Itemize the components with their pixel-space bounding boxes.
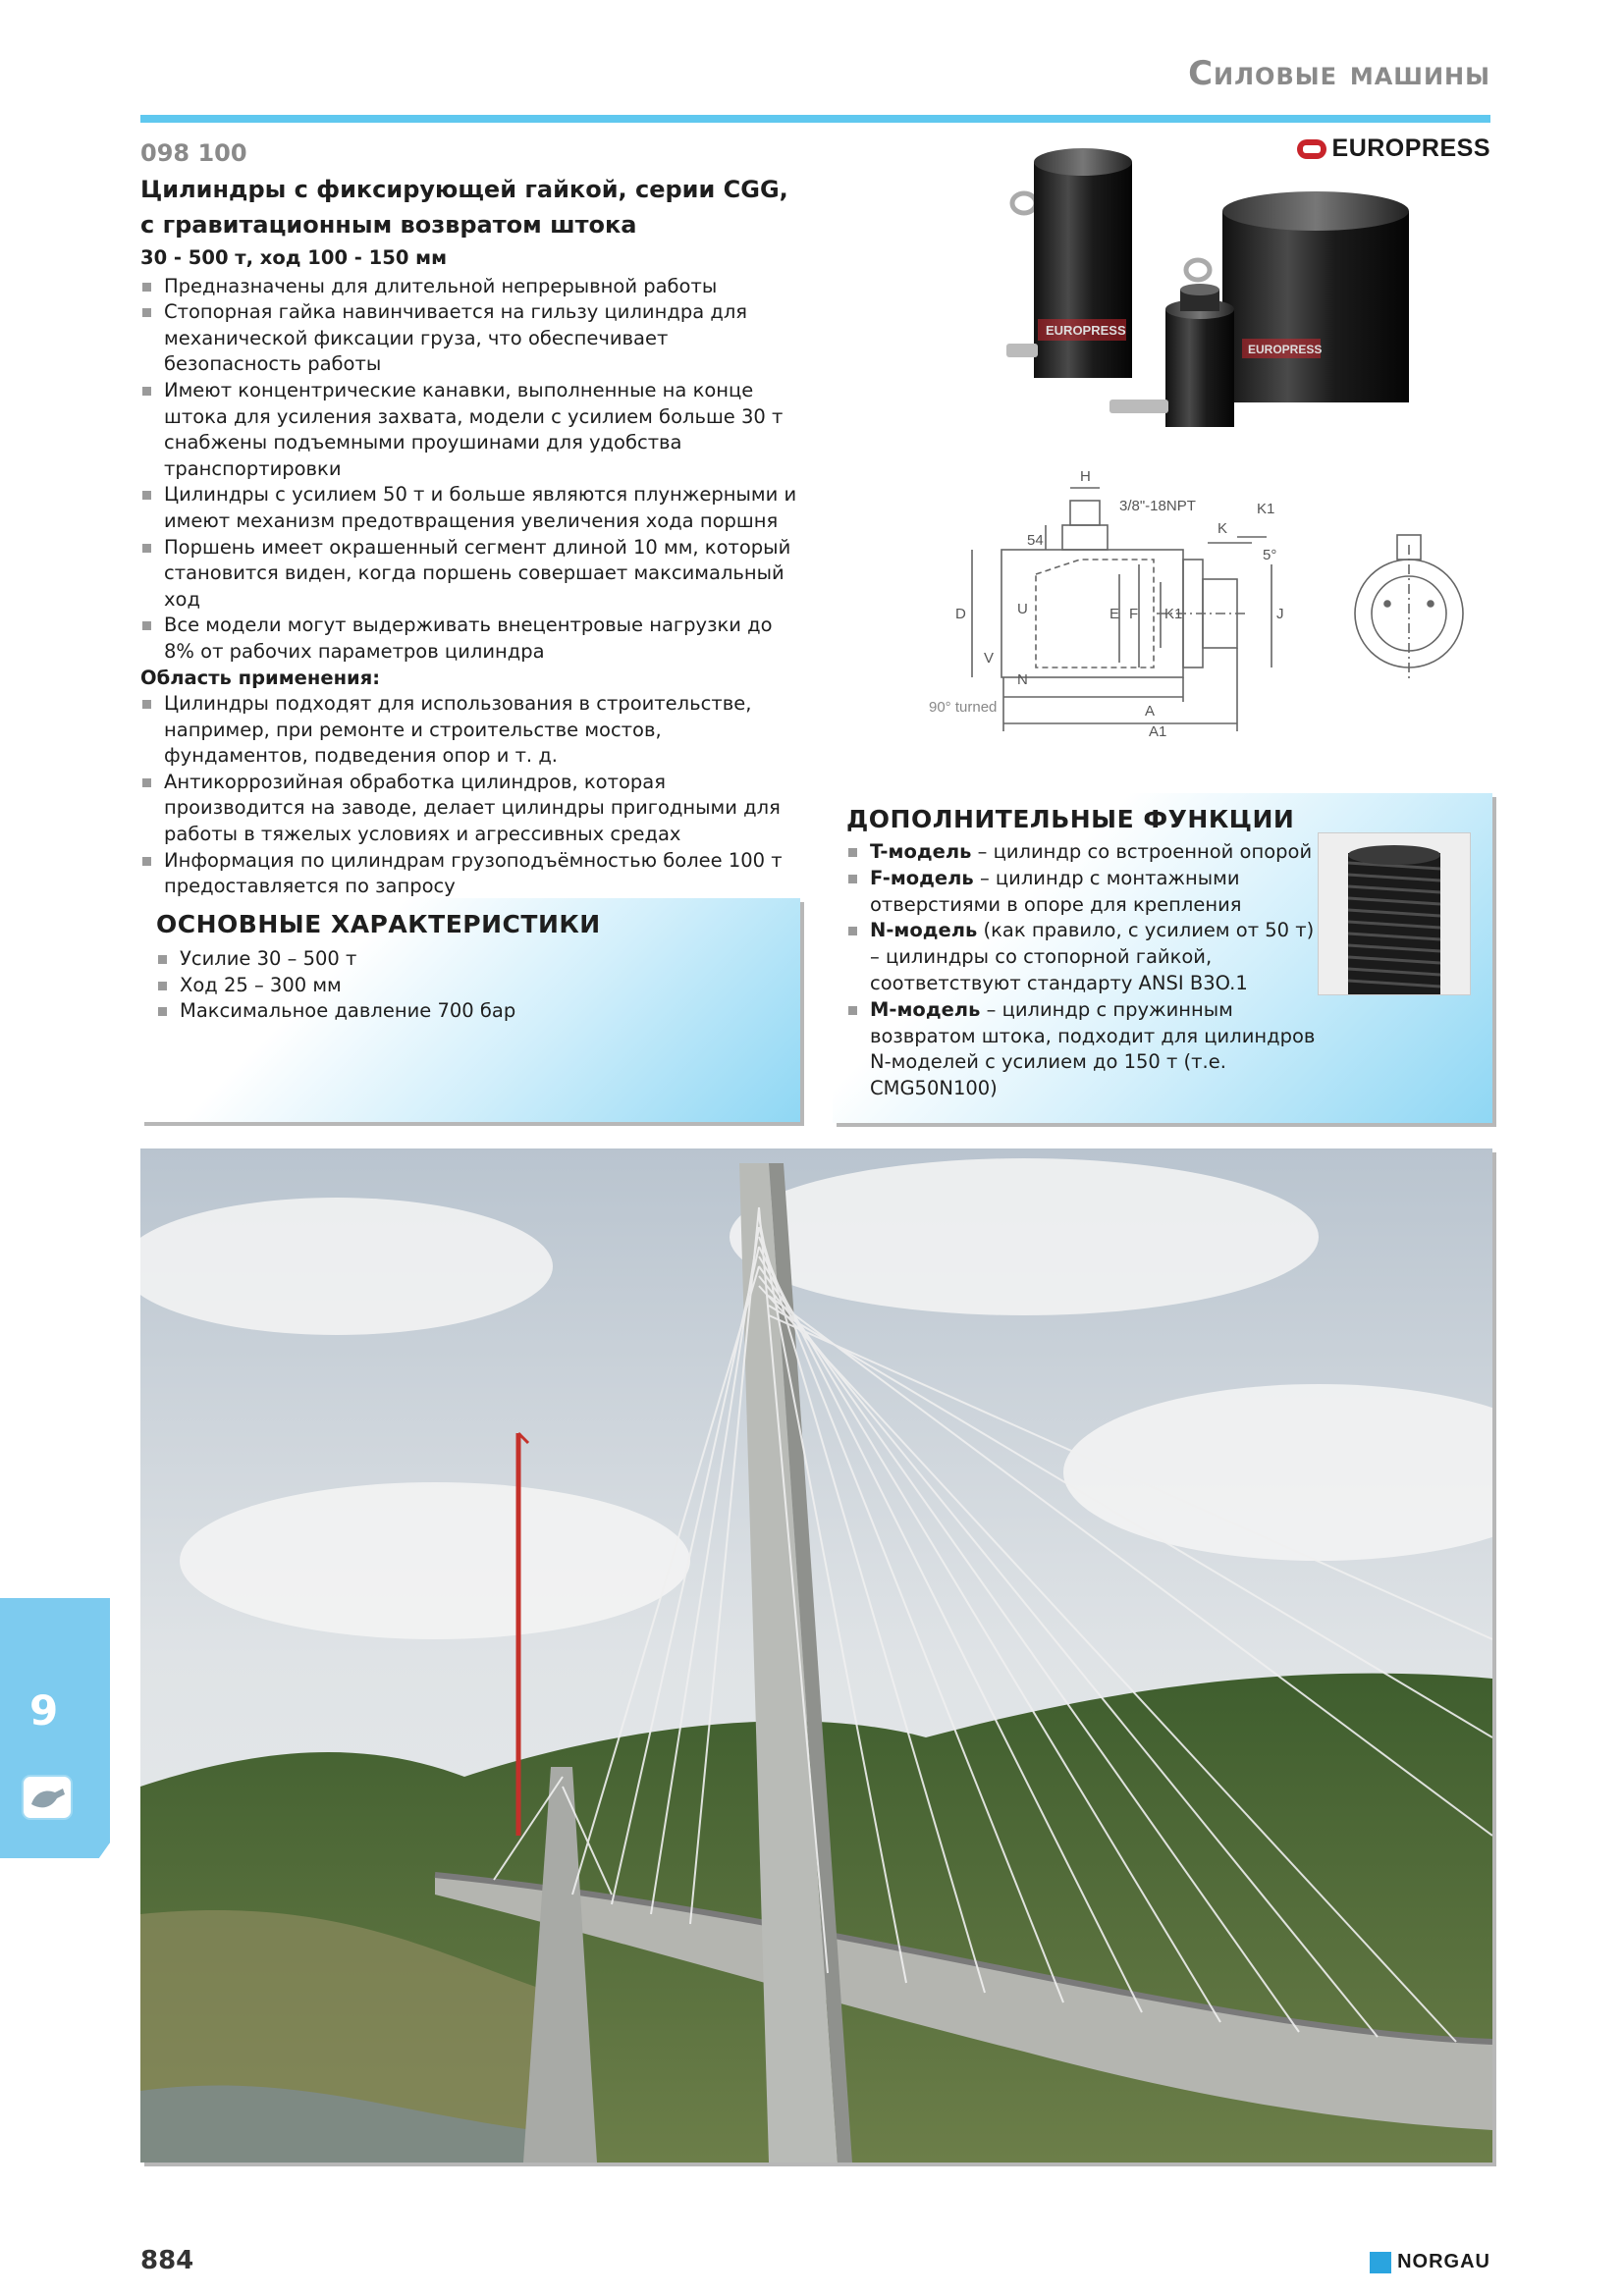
- footer-brand: [1370, 2251, 1490, 2273]
- feature-list: [140, 274, 808, 666]
- dim-u-label: U: [1017, 601, 1028, 617]
- dim-j-label: J: [1276, 606, 1284, 622]
- model-description: – цилиндр с пружинным возвратом штока, подходит для цилиндров N-моделей с усилием до 150 т (т.е. CMG50N100): [870, 997, 1316, 1100]
- extra-functions-list: [846, 839, 1318, 1102]
- product-title-line1: Цилиндры с фиксирующей гайкой, серии CGG,: [140, 176, 788, 203]
- feature-item: Стопорная гайка навинчивается на гильзу цилиндра для механической фиксации груза, что обеспечивает безопасность работы: [140, 299, 808, 378]
- feature-item: Имеют концентрические канавки, выполненные на конце штока для усиления захвата, модели с усилием больше 30 т снабжены подъемными проушинами для удобства транспортировки: [140, 378, 808, 482]
- extra-functions-box: [833, 793, 1492, 1123]
- threaded-cylinder-photo: [1318, 832, 1471, 995]
- dim-turned-label: 90° turned: [929, 699, 998, 716]
- application-item: Цилиндры подходят для использования в строительстве, например, при ремонте и строительстве мостов, фундаментов, подведения опор и т. д.: [140, 691, 808, 770]
- main-spec-item: Усилие 30 – 500 т: [156, 946, 784, 973]
- dim-v-label: V: [984, 650, 995, 667]
- dim-d-label: D: [955, 606, 966, 622]
- extra-function-item: [846, 997, 1318, 1102]
- application-list: [140, 691, 808, 900]
- feature-item: Поршень имеет окрашенный сегмент длиной 10 мм, который становится виден, когда поршень совершает максимальный ход: [140, 535, 808, 614]
- dim-a1-label: A1: [1149, 723, 1167, 740]
- main-spec-item: Ход 25 – 300 мм: [156, 973, 784, 999]
- application-item: Антикоррозийная обработка цилиндров, которая производится на заводе, делает цилиндры пригодными для работы в тяжелых условиях и агрессивных средах: [140, 770, 808, 848]
- product-description: [140, 245, 808, 900]
- page-number: 884: [140, 2246, 194, 2275]
- model-name: T-модель: [870, 840, 972, 863]
- header-rule: [140, 115, 1490, 123]
- feature-item: Предназначены для длительной непрерывной работы: [140, 274, 808, 300]
- norgau-logo-icon: [1370, 2252, 1391, 2273]
- chapter-number: 9: [29, 1686, 59, 1735]
- product-title-line2: с гравитационным возвратом штока: [140, 211, 637, 239]
- dim-angle-label: 5°: [1263, 547, 1277, 563]
- main-spec-item: Максимальное давление 700 бар: [156, 998, 784, 1025]
- model-description: – цилиндр со встроенной опорой: [971, 840, 1313, 863]
- dim-n-label: N: [1017, 671, 1028, 688]
- product-specs: 30 - 500 т, ход 100 - 150 мм: [140, 246, 448, 269]
- dim-f-label: F: [1129, 606, 1139, 622]
- section-title: Силовые машины: [1188, 54, 1490, 93]
- footer-brand-name: NORGAU: [1397, 2251, 1490, 2272]
- model-name: M-модель: [870, 997, 981, 1021]
- extra-function-item: [846, 918, 1318, 996]
- cylinder-label: EUROPRESS: [1046, 323, 1126, 338]
- dim-e-label: E: [1109, 606, 1120, 622]
- dim-npt-label: 3/8"-18NPT: [1119, 498, 1196, 514]
- feature-item: Все модели могут выдерживать внецентровые нагрузки до 8% от рабочих параметров цилиндра: [140, 613, 808, 665]
- article-number: 098 100: [140, 139, 247, 167]
- dim-k1v-label: K1: [1164, 606, 1183, 622]
- main-specs-box: [140, 898, 800, 1122]
- extra-functions-title: ДОПОЛНИТЕЛЬНЫЕ ФУНКЦИИ: [846, 805, 1295, 833]
- brand-name: EUROPRESS: [1331, 134, 1490, 162]
- main-specs-title: ОСНОВНЫЕ ХАРАКТЕРИСТИКИ: [156, 910, 601, 938]
- application-heading: Область применения:: [140, 666, 381, 689]
- extra-function-item: [846, 839, 1318, 866]
- dim-k-label: K: [1217, 520, 1228, 537]
- cylinder-label: EUROPRESS: [1248, 343, 1323, 356]
- model-description: (как правило, с усилием от 50 т) – цилиндры со стопорной гайкой, соответствуют стандарту ANSI B3O.1: [870, 919, 1315, 994]
- main-specs-list: [156, 946, 784, 1025]
- model-description: – цилиндр с монтажными отверстиями в опоре для крепления: [870, 866, 1242, 916]
- feature-item: Цилиндры с усилием 50 т и больше являются плунжерными и имеют механизм предотвращения увеличения хода поршня: [140, 482, 808, 534]
- technical-drawing: [923, 466, 1492, 751]
- extra-function-item: [846, 866, 1318, 919]
- model-name: F-модель: [870, 866, 974, 889]
- product-title: [140, 172, 887, 242]
- application-item: Информация по цилиндрам грузоподъёмностью более 100 т предоставляется по запросу: [140, 848, 808, 900]
- cylinder-product-photo: [997, 142, 1488, 447]
- dim-k1-label: K1: [1257, 501, 1275, 517]
- chapter-tools-icon: [22, 1775, 73, 1820]
- model-name: N-модель: [870, 919, 978, 942]
- bridge-construction-photo: [140, 1148, 1492, 2163]
- dim-a-label: A: [1145, 703, 1156, 720]
- dim-54-label: 54: [1027, 532, 1044, 549]
- dim-h-label: H: [1080, 468, 1091, 485]
